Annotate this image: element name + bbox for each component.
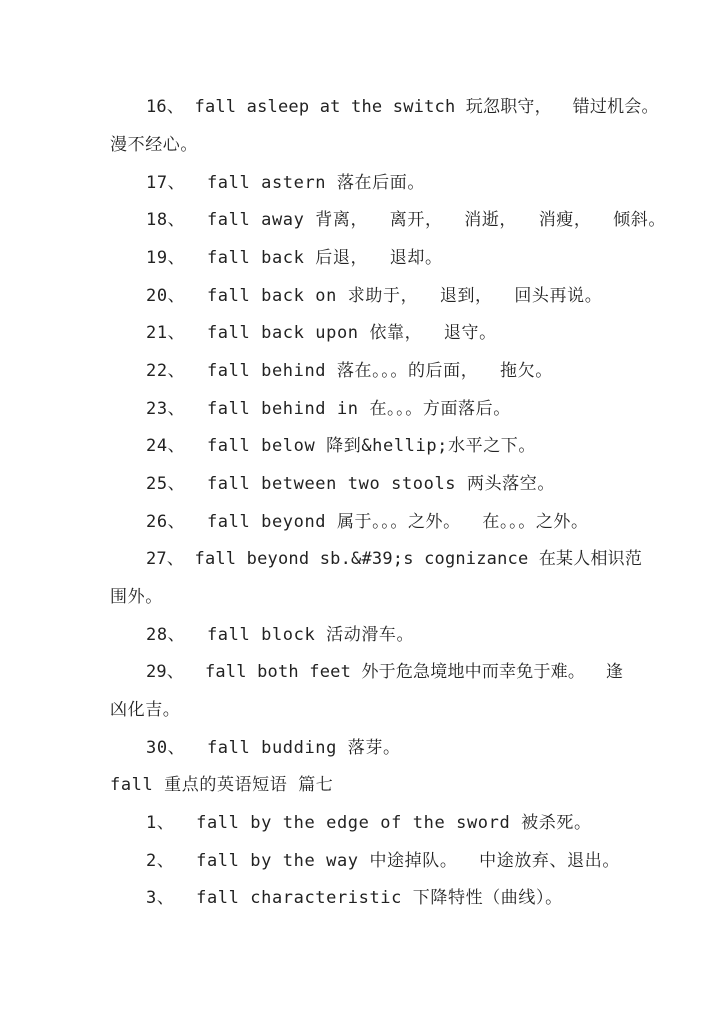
phrase-line: 21、 fall back upon 依靠， 退守。: [146, 323, 497, 343]
phrase-line: 2、 fall by the way 中途掉队。 中途放弃、退出。: [146, 851, 620, 871]
phrase-line: 3、 fall characteristic 下降特性（曲线）。: [146, 888, 563, 908]
phrase-line: 19、 fall back 后退， 退却。: [146, 248, 443, 268]
phrase-line: 30、 fall budding 落芽。: [146, 738, 401, 758]
phrase-line: 20、 fall back on 求助于， 退到， 回头再说。: [146, 286, 603, 306]
phrase-line: 1、 fall by the edge of the sword 被杀死。: [146, 813, 592, 833]
phrase-line: 25、 fall between two stools 两头落空。: [146, 474, 555, 494]
phrase-line-continuation: 漫不经心。: [110, 135, 198, 155]
phrase-line: 18、 fall away 背离， 离开， 消逝， 消瘦， 倾斜。: [146, 210, 666, 230]
phrase-line: 29、 fall both feet 外于危急境地中而幸免于难。 逢: [146, 662, 624, 682]
phrase-line-continuation: 围外。: [110, 587, 163, 607]
phrase-line: 23、 fall behind in 在。。。方面落后。: [146, 399, 511, 419]
phrase-line: 22、 fall behind 落在。。。的后面， 拖欠。: [146, 361, 553, 381]
phrase-line: 17、 fall astern 落在后面。: [146, 173, 425, 193]
phrase-line: 24、 fall below 降到&hellip;水平之下。: [146, 436, 537, 456]
phrase-line-continuation: 凶化吉。: [110, 700, 181, 720]
section-heading: fall 重点的英语短语 篇七: [110, 775, 334, 795]
phrase-line: 27、 fall beyond sb.&#39;s cognizance 在某人相识范: [146, 549, 643, 569]
phrase-line: 26、 fall beyond 属于。。。之外。 在。。。之外。: [146, 512, 589, 532]
phrase-line: 16、 fall asleep at the switch 玩忽职守， 错过机会。: [146, 97, 659, 117]
phrase-line: 28、 fall block 活动滑车。: [146, 625, 415, 645]
